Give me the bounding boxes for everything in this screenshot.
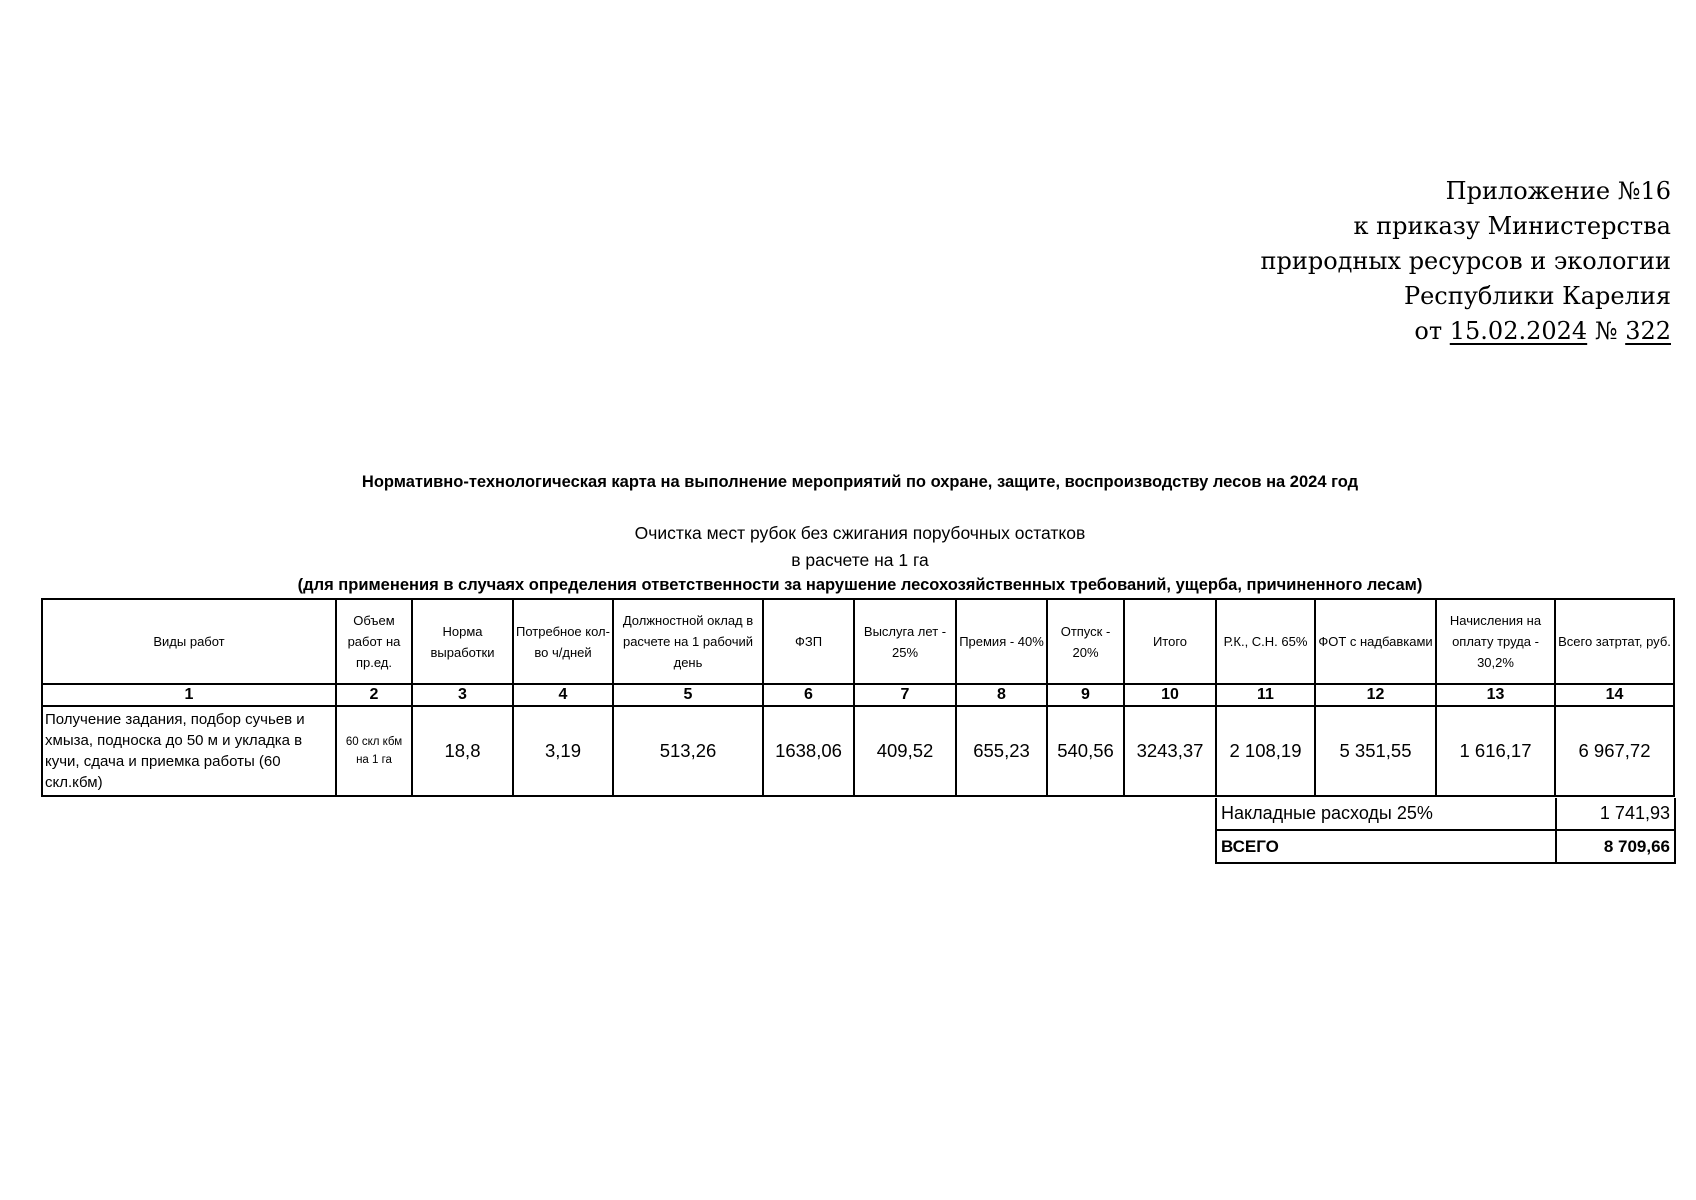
column-number: 2 [336, 684, 412, 706]
header-cell: Всего затртат, руб. [1555, 599, 1674, 684]
header-cell: Премия - 40% [956, 599, 1047, 684]
header-cell: Выслуга лет - 25% [854, 599, 956, 684]
header-cell: Р.К., С.Н. 65% [1216, 599, 1315, 684]
appendix-line-3: природных ресурсов и экологии [1260, 247, 1671, 275]
overhead-label: Накладные расходы 25% [1216, 798, 1556, 830]
appendix-date-line [1071, 314, 1671, 349]
payroll-with-allowances: 5 351,55 [1315, 706, 1436, 796]
number-prefix: № [1594, 317, 1618, 345]
header-row [42, 599, 1674, 684]
header-cell: Виды работ [42, 599, 336, 684]
column-number-row [42, 684, 1674, 706]
order-date: 15.02.2024 [1449, 317, 1588, 345]
man-days: 3,19 [513, 706, 613, 796]
work-volume: 60 скл кбм на 1 га [336, 706, 412, 796]
header-cell: Отпуск - 20% [1047, 599, 1124, 684]
daily-salary: 513,26 [613, 706, 763, 796]
overhead-value: 1 741,93 [1556, 798, 1675, 830]
header-cell: Потребное кол-во ч/дней [513, 599, 613, 684]
vacation: 540,56 [1047, 706, 1124, 796]
column-number: 5 [613, 684, 763, 706]
cost-table [41, 598, 1675, 797]
work-title: Очистка мест рубок без сжигания порубочных остатков [634, 523, 1086, 543]
header-cell: Итого [1124, 599, 1216, 684]
date-prefix: от [1414, 317, 1443, 345]
total-costs: 6 967,72 [1555, 706, 1674, 796]
unit-subtitle: в расчете на 1 га [791, 550, 929, 570]
premium: 655,23 [956, 706, 1047, 796]
output-norm: 18,8 [412, 706, 513, 796]
document-title: Нормативно-технологическая карта на выполнение мероприятий по охране, защите, воспроизводству лесов на 2024 год [361, 473, 1359, 491]
column-number: 12 [1315, 684, 1436, 706]
payroll-charges: 1 616,17 [1436, 706, 1555, 796]
subtotal: 3243,37 [1124, 706, 1216, 796]
column-number: 9 [1047, 684, 1124, 706]
column-number: 14 [1555, 684, 1674, 706]
column-number: 1 [42, 684, 336, 706]
appendix-line-1: Приложение №16 [1445, 177, 1671, 205]
column-number: 11 [1216, 684, 1315, 706]
column-number: 13 [1436, 684, 1555, 706]
column-number: 4 [513, 684, 613, 706]
header-cell: Начисления на оплату труда - 30,2% [1436, 599, 1555, 684]
totals-table [1215, 798, 1676, 864]
order-number: 322 [1625, 317, 1671, 345]
work-description: Получение задания, подбор сучьев и хмыза, подноска до 50 м и укладка в кучи, сдача и приемка работы (60 скл.кбм) [42, 706, 336, 796]
column-number: 6 [763, 684, 854, 706]
wage-fund: 1638,06 [763, 706, 854, 796]
grand-total-row [1216, 830, 1675, 863]
seniority-bonus: 409,52 [854, 706, 956, 796]
header-cell: Объем работ на пр.ед. [336, 599, 412, 684]
table-row [42, 706, 1674, 796]
header-cell: ФЗП [763, 599, 854, 684]
header-cell: ФОТ с надбавками [1315, 599, 1436, 684]
appendix-header [1071, 174, 1671, 349]
grand-total-label: ВСЕГО [1216, 830, 1556, 863]
header-cell: Норма выработки [412, 599, 513, 684]
appendix-line-4: Республики Карелия [1403, 282, 1671, 310]
column-number: 8 [956, 684, 1047, 706]
column-number: 7 [854, 684, 956, 706]
header-cell: Должностной оклад в расчете на 1 рабочий день [613, 599, 763, 684]
grand-total-value: 8 709,66 [1556, 830, 1675, 863]
column-number: 3 [412, 684, 513, 706]
column-number: 10 [1124, 684, 1216, 706]
regional-coefficient: 2 108,19 [1216, 706, 1315, 796]
application-note: (для применения в случаях определения ответственности за нарушение лесохозяйственных требований, ущерба, причиненного лесам) [297, 576, 1423, 594]
appendix-line-2: к приказу Министерства [1353, 212, 1671, 240]
overhead-row [1216, 798, 1675, 830]
